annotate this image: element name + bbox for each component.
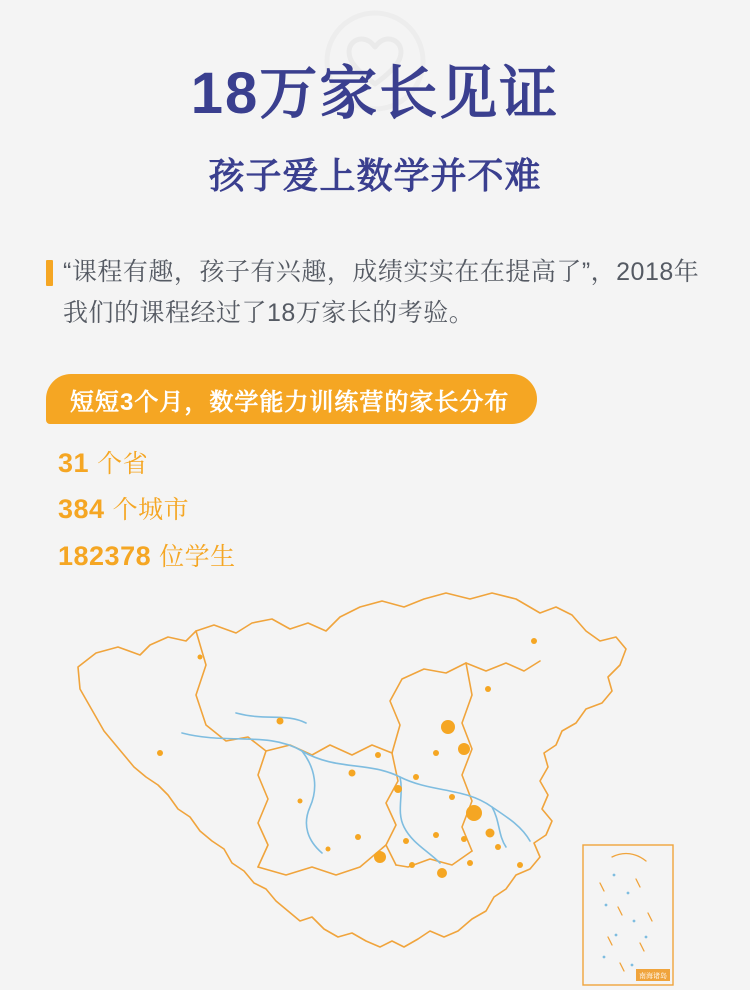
stat-row	[58, 486, 236, 532]
china-distribution-map	[0, 542, 750, 990]
stat-value: 31	[58, 448, 90, 478]
stat-unit: 位学生	[159, 542, 236, 571]
quote-block	[46, 252, 706, 335]
stat-unit: 个省	[97, 450, 149, 478]
map-inset-south-china-sea	[583, 845, 673, 985]
quote-text: “课程有趣，孩子有兴趣，成绩实实在在提高了”，2018年我们的课程经过了18万家长的考验。	[63, 258, 700, 328]
page-title: 18万家长见证	[190, 61, 560, 126]
map-inset-label: 南海诸岛	[639, 973, 667, 980]
quote-accent-bar	[46, 260, 53, 286]
map-rivers	[182, 713, 530, 863]
stat-value: 384	[58, 494, 105, 525]
stat-unit: 个城市	[112, 496, 190, 525]
page-subtitle: 孩子爱上数学并不难	[208, 155, 542, 196]
stat-row	[58, 440, 236, 486]
section-ribbon: 短短3个月，数学能力训练营的家长分布	[46, 374, 537, 424]
stat-value: 182378	[58, 540, 152, 571]
